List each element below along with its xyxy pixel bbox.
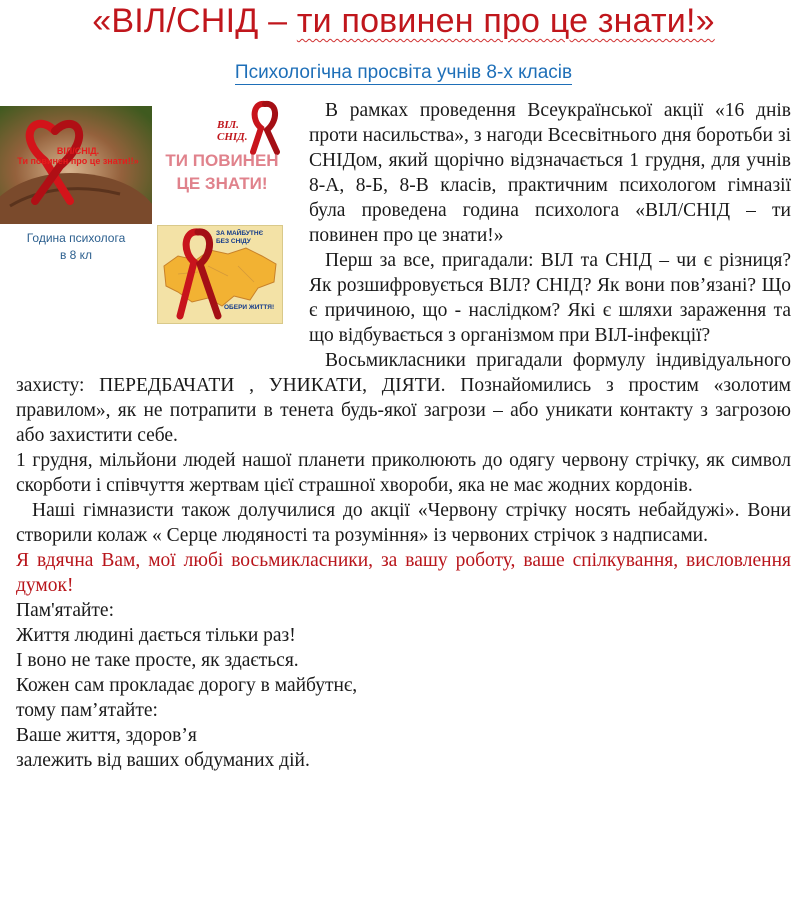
poem-line: Пам'ятайте: [16,600,115,621]
closing-poem [16,598,791,773]
map-poster-top-line1: ЗА МАЙБУТНЄ [216,230,264,237]
paragraph-collage: Наші гімназисти також долучилися до акції «Червону стрічку носять небайдужі». Вони створили колаж « Серце людяності та розуміння» із червоних стрічок з надписами. [16,500,791,546]
paragraph-thanks: Я вдячна Вам, мої любі восьмикласники, за вашу роботу, ваше спілкування, висловлення думок! [16,550,791,596]
poster-small-line1: ВІЛ. [217,119,239,131]
poster-big-line2: ЦЕ ЗНАТИ! [176,173,268,193]
poem-line: Життя людині дається тільки раз! [16,625,296,646]
photo-caption-line1: Година психолога [26,231,126,245]
map-poster-top-line2: БЕЗ СНІДУ [216,237,251,245]
poem-line: Ваше життя, здоров’я [16,725,197,746]
map-poster-bottom-text: ОБЕРИ ЖИТТЯ! [224,304,275,311]
article-body [16,98,791,773]
paragraph-ribbon: 1 грудня, мільйони людей нашої планети приколюють до одягу червону стрічку, як символ скорботи і співчуття жертвам цієї страшної хвороби, яка не має жодних кордонів. [16,450,791,496]
photo-overlay-line1: ВІЛ/СНІД. [56,146,100,156]
page-title-part1: «ВІЛ/СНІД – [92,2,297,40]
page-title-part2: ти повинен про це знати!» [296,2,715,40]
page-subtitle [0,62,807,84]
poster-big-line1: ТИ ПОВИНЕН [165,151,279,170]
page-subtitle-text: Психологічна просвіта учнів 8-х класів [234,62,573,83]
poem-line: залежить від ваших обдуманих дій. [16,750,310,771]
paragraph-questions: Перш за все, пригадали: ВІЛ та СНІД – чи є різниця? Як розшифровується ВІЛ? СНІД? Як вони пов’язані? Що є причиною, що - наслідком? Які є шляхи зараження та що відбувається з організмом при ВІЛ-інфекції? [309,250,791,346]
poem-line: Кожен сам прокладає дорогу в майбутнє, [16,675,358,696]
poster-small-line2: СНІД. [217,130,248,143]
photo-caption-line2: в 8 кл [59,248,93,263]
photo-overlay-line2: Ти повинен про це знати!!» [17,156,139,167]
poem-line: І воно не таке просте, як здається. [16,650,299,671]
page-title [0,2,807,41]
paragraph-intro: В рамках проведення Всеукраїнської акції «16 днів проти насильства», з нагоди Всесвітнього дня боротьби зі СНІДом, який щорічно відзначається 1 грудня, для учнів 8-А, 8-Б, 8-В класів, практичним психологом гімназії була проведена година психолога «ВІЛ/СНІД – ти повинен про це знати!» [309,100,791,246]
paragraph-formula: Восьмикласники пригадали формулу індивідуального захисту: ПЕРЕДБАЧАТИ , УНИКАТИ, ДІЯТИ. Познайомились з простим «золотим правилом», як не потрапити в тенета будь-якої загрози – або уникати контакту з загрозою або захистити себе. [16,350,791,446]
poem-line: тому пам’ятайте: [16,700,158,721]
image-area-spacer [16,98,309,360]
